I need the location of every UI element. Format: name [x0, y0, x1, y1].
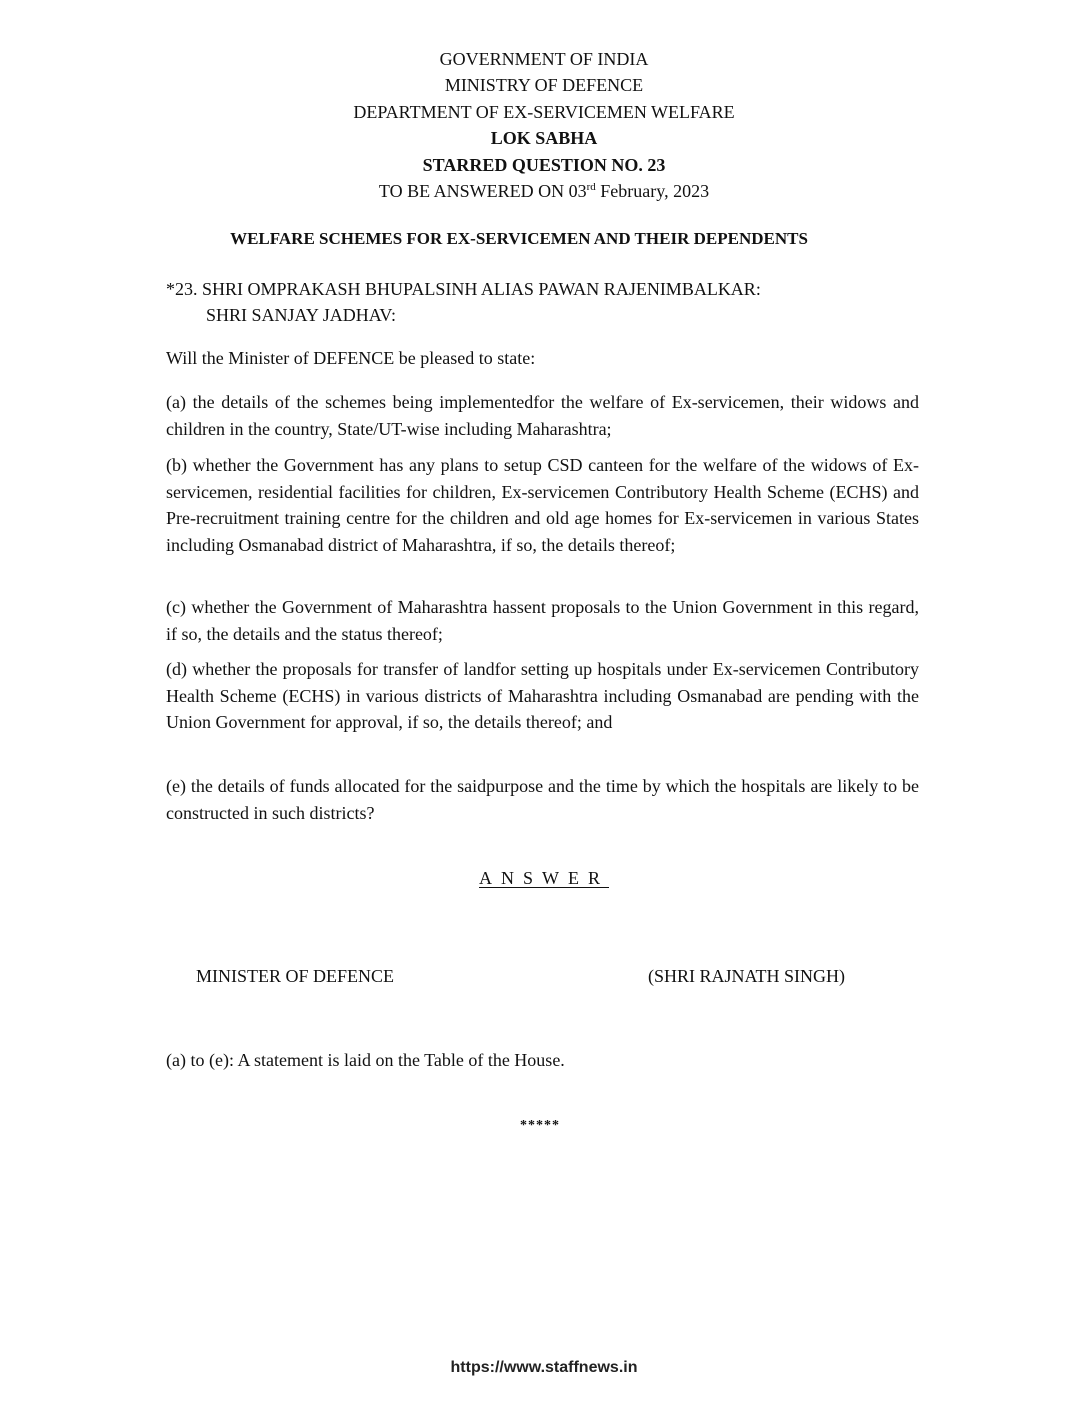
answer-heading: ANSWER [479, 868, 609, 888]
question-members [166, 276, 761, 328]
answer-text: (a) to (e): A statement is laid on the Table of the House. [166, 1050, 565, 1070]
question-intro: Will the Minister of DEFENCE be pleased to state: [166, 348, 536, 368]
header-house: LOK SABHA [490, 128, 598, 148]
question-part-b: (b) whether the Government has any plans to setup CSD canteen for the welfare of the widows of Ex-servicemen, residential facilities for children, Ex-servicemen Contributory Health Scheme (ECHS) and Pre-recruitment training centre for the children and old age homes for Ex-servicemen in various States including Osmanabad district of Maharashtra, if so, the details thereof; [166, 455, 919, 555]
header-ministry: MINISTRY OF DEFENCE [444, 75, 644, 95]
answer-date-suffix: February, 2023 [595, 181, 710, 201]
question-subject: WELFARE SCHEMES FOR EX-SERVICEMEN AND THEIR DEPENDENTS [230, 229, 808, 248]
header-government: GOVERNMENT OF INDIA [439, 49, 649, 69]
question-part-e: (e) the details of funds allocated for the saidpurpose and the time by which the hospitals are likely to be constructed in such districts? [166, 776, 919, 823]
minister-name: (SHRI RAJNATH SINGH) [648, 966, 846, 986]
end-mark: ***** [520, 1118, 560, 1133]
footer-url: https://www.staffnews.in [450, 1359, 638, 1376]
header-department: DEPARTMENT OF EX-SERVICEMEN WELFARE [353, 102, 735, 122]
question-part-d: (d) whether the proposals for transfer of landfor setting up hospitals under Ex-servicemen Contributory Health Scheme (ECHS) in various districts of Maharashtra including Osmanabad are pending with the Union Government for approval, if so, the details thereof; and [166, 659, 919, 732]
question-part-c: (c) whether the Government of Maharashtra hassent proposals to the Union Government in this regard, if so, the details and the status thereof; [166, 597, 919, 644]
question-member2: SHRI SANJAY JADHAV: [206, 305, 397, 325]
answer-date-superscript: rd [586, 181, 596, 193]
minister-title: MINISTER OF DEFENCE [196, 966, 395, 986]
answer-date-prefix: TO BE ANSWERED ON 03 [378, 181, 587, 201]
question-part-a: (a) the details of the schemes being implementedfor the welfare of Ex-servicemen, their widows and children in the country, State/UT-wise including Maharashtra; [166, 392, 919, 439]
header-answer-date [0, 178, 1088, 204]
header-question-number: STARRED QUESTION NO. 23 [422, 155, 666, 175]
question-number-member1: *23. SHRI OMPRAKASH BHUPALSINH ALIAS PAWAN RAJENIMBALKAR: [166, 279, 761, 299]
